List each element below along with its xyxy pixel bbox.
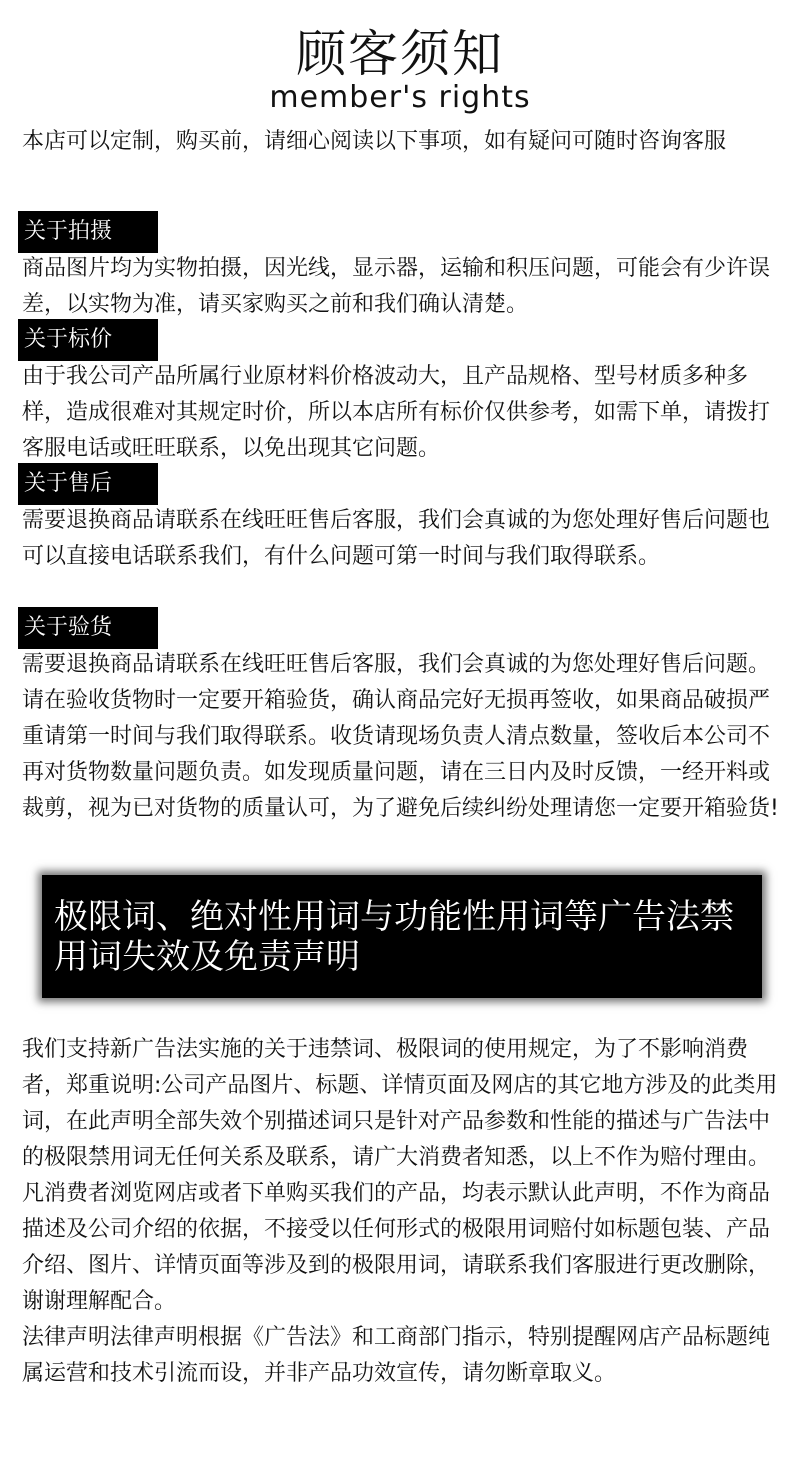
disclaimer-paragraph: 凡消费者浏览网店或者下单购买我们的产品，均表示默认此声明，不作为商品描述及公司介绍的依据，不接受以任何形式的极限用词赔付如标题包装、产品介绍、图片、详情页面等涉及到的极限用词，请联系我们客服进行更改删除，谢谢理解配合。 (22, 1181, 771, 1314)
section-body-after-sales: 需要退换商品请联系在线旺旺售后客服，我们会真诚的为您处理好售后问题也可以直接电话联系我们，有什么问题可第一时间与我们取得联系。 (22, 508, 771, 569)
disclaimer-paragraph: 法律声明法律声明根据《广告法》和工商部门指示，特别提醒网店产品标题纯属运营和技术引流而设，并非产品功效宣传，请勿断章取义。 (22, 1325, 771, 1386)
intro-text: 本店可以定制，购买前，请细心阅读以下事项，如有疑问可随时咨询客服 (22, 129, 727, 154)
section-label-shooting: 关于拍摄 (18, 211, 158, 253)
section-label-pricing: 关于标价 (18, 319, 158, 361)
page-title: 顾客须知 (296, 25, 504, 83)
section-body-inspection: 需要退换商品请联系在线旺旺售后客服，我们会真诚的为您处理好售后问题。请在验收货物时一定要开箱验货，确认商品完好无损再签收，如果商品破损严重请第一时间与我们取得联系。收货请现场负责人清点数量，签收后本公司不再对货物数量问题负责。如发现质量问题，请在三日内及时反馈，一经开料或裁剪，视为已对货物的质量认可，为了避免后续纠纷处理请您一定要开箱验货! (22, 652, 779, 821)
disclaimer-block (22, 1032, 782, 1392)
disclaimer-paragraph: 我们支持新广告法实施的关于违禁词、极限词的使用规定，为了不影响消费者，郑重说明:公司产品图片、标题、详情页面及网店的其它地方涉及的此类用词，在此声明全部失效个别描述词只是针对产品参数和性能的描述与广告法中的极限禁用词无任何关系及联系，请广大消费者知悉，以上不作为赔付理由。 (22, 1037, 778, 1170)
page-subtitle: member's rights (269, 80, 531, 115)
section-body-pricing: 由于我公司产品所属行业原材料价格波动大，且产品规格、型号材质多种多样，造成很难对其规定时价，所以本店所有标价仅供参考，如需下单，请拨打客服电话或旺旺联系，以免出现其它问题。 (22, 364, 771, 461)
section-label-inspection: 关于验货 (18, 607, 158, 649)
banner-heading: 极限词、绝对性用词与功能性用词等广告法禁用词失效及免责声明 (54, 897, 734, 977)
section-body-shooting: 商品图片均为实物拍摄，因光线，显示器，运输和积压问题，可能会有少许误差，以实物为准，请买家购买之前和我们确认清楚。 (22, 256, 771, 317)
disclaimer-banner (42, 875, 762, 998)
section-label-after-sales: 关于售后 (18, 463, 158, 505)
